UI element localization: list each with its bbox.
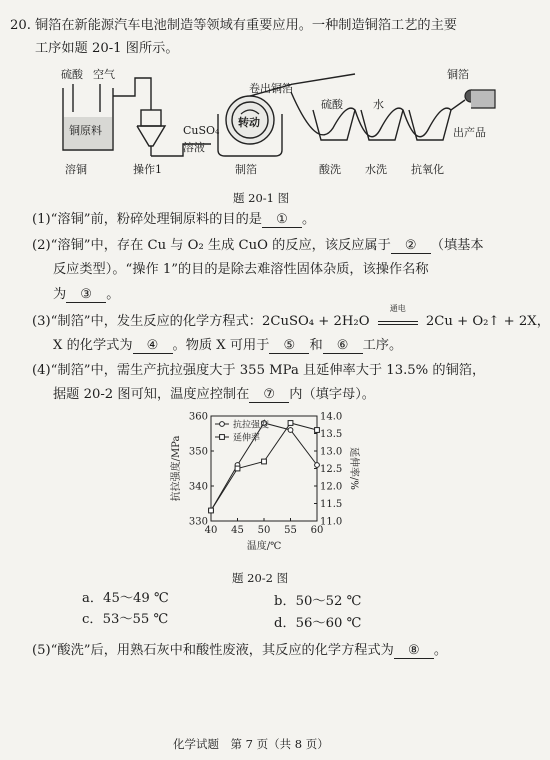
legend-label: 抗拉强度 <box>233 420 270 431</box>
sub3-text-c: 和 <box>309 338 323 353</box>
step-make-foil: 制箔 <box>235 163 257 176</box>
sub2-text-a: (2)“溶铜”中，存在 Cu 与 O₂ 生成 CuO 的反应，该反应属于 <box>32 238 391 253</box>
sub3-text-a: X 的化学式为 <box>53 338 133 353</box>
label-roll-out: 卷出铜箔 <box>249 82 293 95</box>
page-footer: 化学试题 第 7 页（共 8 页） <box>173 737 329 751</box>
chart-container <box>165 408 380 558</box>
temperature-chart <box>165 408 380 558</box>
label-sulfuric-acid: 硫酸 <box>61 68 83 81</box>
option-b[interactable]: b．50～52 ℃ <box>274 594 362 609</box>
question-number: 20. <box>10 18 31 33</box>
sub3-text-d: 工序。 <box>362 338 403 353</box>
series-line-1 <box>211 423 317 511</box>
option-d[interactable]: d．56～60 ℃ <box>274 616 362 631</box>
step-anti-oxidation: 抗氧化 <box>411 163 444 176</box>
sub2-line3-end: 。 <box>106 287 120 302</box>
blank-6[interactable]: ⑥ <box>323 338 363 354</box>
left-tick-label: 360 <box>188 411 208 423</box>
sub3-text-b: 。物质 X 可用于 <box>172 338 270 353</box>
series-line-0 <box>211 423 317 511</box>
dissolving-tank <box>63 78 151 150</box>
figure-caption-20-1: 题 20-1 图 <box>233 191 290 205</box>
right-tick-label: 13.5 <box>320 429 343 440</box>
sub-question-4-line2 <box>53 386 375 404</box>
step-operation1: 操作1 <box>133 163 162 176</box>
right-tick-label: 14.0 <box>320 411 343 423</box>
label-rotate: 转动 <box>238 116 260 129</box>
x-tick-label: 45 <box>231 525 244 536</box>
sub2-text-b: （填基本 <box>430 238 484 253</box>
sub-question-3-line1 <box>32 304 550 331</box>
legend-marker <box>220 422 225 427</box>
sub4-text-b: 内（填字母）。 <box>289 387 375 402</box>
figure-caption-20-2: 题 20-2 图 <box>232 571 289 585</box>
question-stem-line2: 工序如题 20-1 图所示。 <box>35 41 179 56</box>
foil-product <box>465 90 495 108</box>
blank-8[interactable]: ⑧ <box>394 643 434 659</box>
left-tick-label: 350 <box>188 446 208 458</box>
blank-7[interactable]: ⑦ <box>249 387 289 403</box>
label-solution: 溶液 <box>183 141 205 154</box>
x-tick-label: 50 <box>257 525 271 536</box>
label-cuso4: CuSO₄ <box>183 124 220 137</box>
point-marker <box>288 421 293 426</box>
step-dissolve: 溶铜 <box>65 163 87 176</box>
label-air: 空气 <box>93 68 115 81</box>
right-tick-label: 11.0 <box>320 516 343 528</box>
point-marker <box>288 428 293 433</box>
electrolysis-arrow <box>378 304 418 325</box>
legend-label: 延伸率 <box>233 433 261 444</box>
blank-3[interactable]: ③ <box>66 287 106 303</box>
x-tick-label: 40 <box>204 525 218 536</box>
question-stem-line1: 铜箔在新能源汽车电池制造等领域有重要应用。一种制造铜箔工艺的主要 <box>35 18 457 33</box>
plot-frame <box>211 416 317 521</box>
right-tick-label: 12.5 <box>320 464 343 475</box>
label-copper-raw: 铜原料 <box>69 124 102 137</box>
point-marker <box>209 508 214 513</box>
sub3-equation-left: (3)“制箔”中，发生反应的化学方程式：2CuSO₄ + 2H₂O <box>32 314 370 329</box>
sub-question-5 <box>32 642 447 660</box>
right-tick-label: 13.0 <box>320 446 343 458</box>
sub5-end: 。 <box>433 643 448 658</box>
sub-question-4-line1: (4)“制箔”中，需生产抗拉强度大于 355 MPa 且延伸率大于 13.5% 的铜箔， <box>32 363 486 378</box>
left-tick-label: 340 <box>188 481 208 493</box>
x-axis-label: 温度/℃ <box>246 541 282 552</box>
condition-label: 通电 <box>389 304 406 313</box>
step-acid-wash: 酸洗 <box>319 163 341 176</box>
sub-question-3-line2 <box>53 337 402 355</box>
sub-question-2-line3 <box>53 286 119 304</box>
left-tick-label: 330 <box>188 516 208 528</box>
blank-1[interactable]: ① <box>262 212 302 228</box>
sub3-equation-right: 2Cu + O₂↑ + 2X， <box>425 314 550 329</box>
right-axis-label: 延伸率/% <box>348 447 359 490</box>
label-product: 出产品 <box>453 126 486 139</box>
blank-2[interactable]: ② <box>391 238 431 254</box>
point-marker <box>315 428 320 433</box>
sub2-line3-text: 为 <box>53 287 67 302</box>
point-marker <box>235 466 240 471</box>
process-flow-diagram <box>55 62 495 182</box>
left-axis-label: 抗拉强度/MPa <box>171 435 182 502</box>
option-c[interactable]: c．53～55 ℃ <box>82 612 169 627</box>
label-acid-wash: 硫酸 <box>321 98 343 111</box>
blank-5[interactable]: ⑤ <box>269 338 309 354</box>
point-marker <box>262 459 267 464</box>
sub5-text: (5)“酸洗”后，用熟石灰中和酸性废液，其反应的化学方程式为 <box>32 643 394 658</box>
x-tick-label: 60 <box>310 525 324 536</box>
step-water-wash: 水洗 <box>365 163 387 176</box>
label-foil: 铜箔 <box>447 68 469 81</box>
option-a[interactable]: a．45～49 ℃ <box>82 591 169 606</box>
sub1-end: 。 <box>301 212 316 227</box>
sub-question-1 <box>32 211 315 229</box>
legend-marker <box>220 435 225 440</box>
right-tick-label: 12.0 <box>320 481 343 493</box>
sub-question-2-line2: 反应类型）。“操作 1”的目的是除去难溶性固体杂质，该操作名称 <box>53 262 429 277</box>
sub1-text: (1)“溶铜”前，粉碎处理铜原料的目的是 <box>32 212 262 227</box>
right-tick-label: 11.5 <box>320 499 343 510</box>
blank-4[interactable]: ④ <box>133 338 173 354</box>
sub4-text-a: 据题 20-2 图可知，温度应控制在 <box>53 387 250 402</box>
x-tick-label: 55 <box>284 525 297 536</box>
label-water: 水 <box>373 98 384 111</box>
point-marker <box>315 463 320 468</box>
sub-question-2-line1 <box>32 237 484 255</box>
